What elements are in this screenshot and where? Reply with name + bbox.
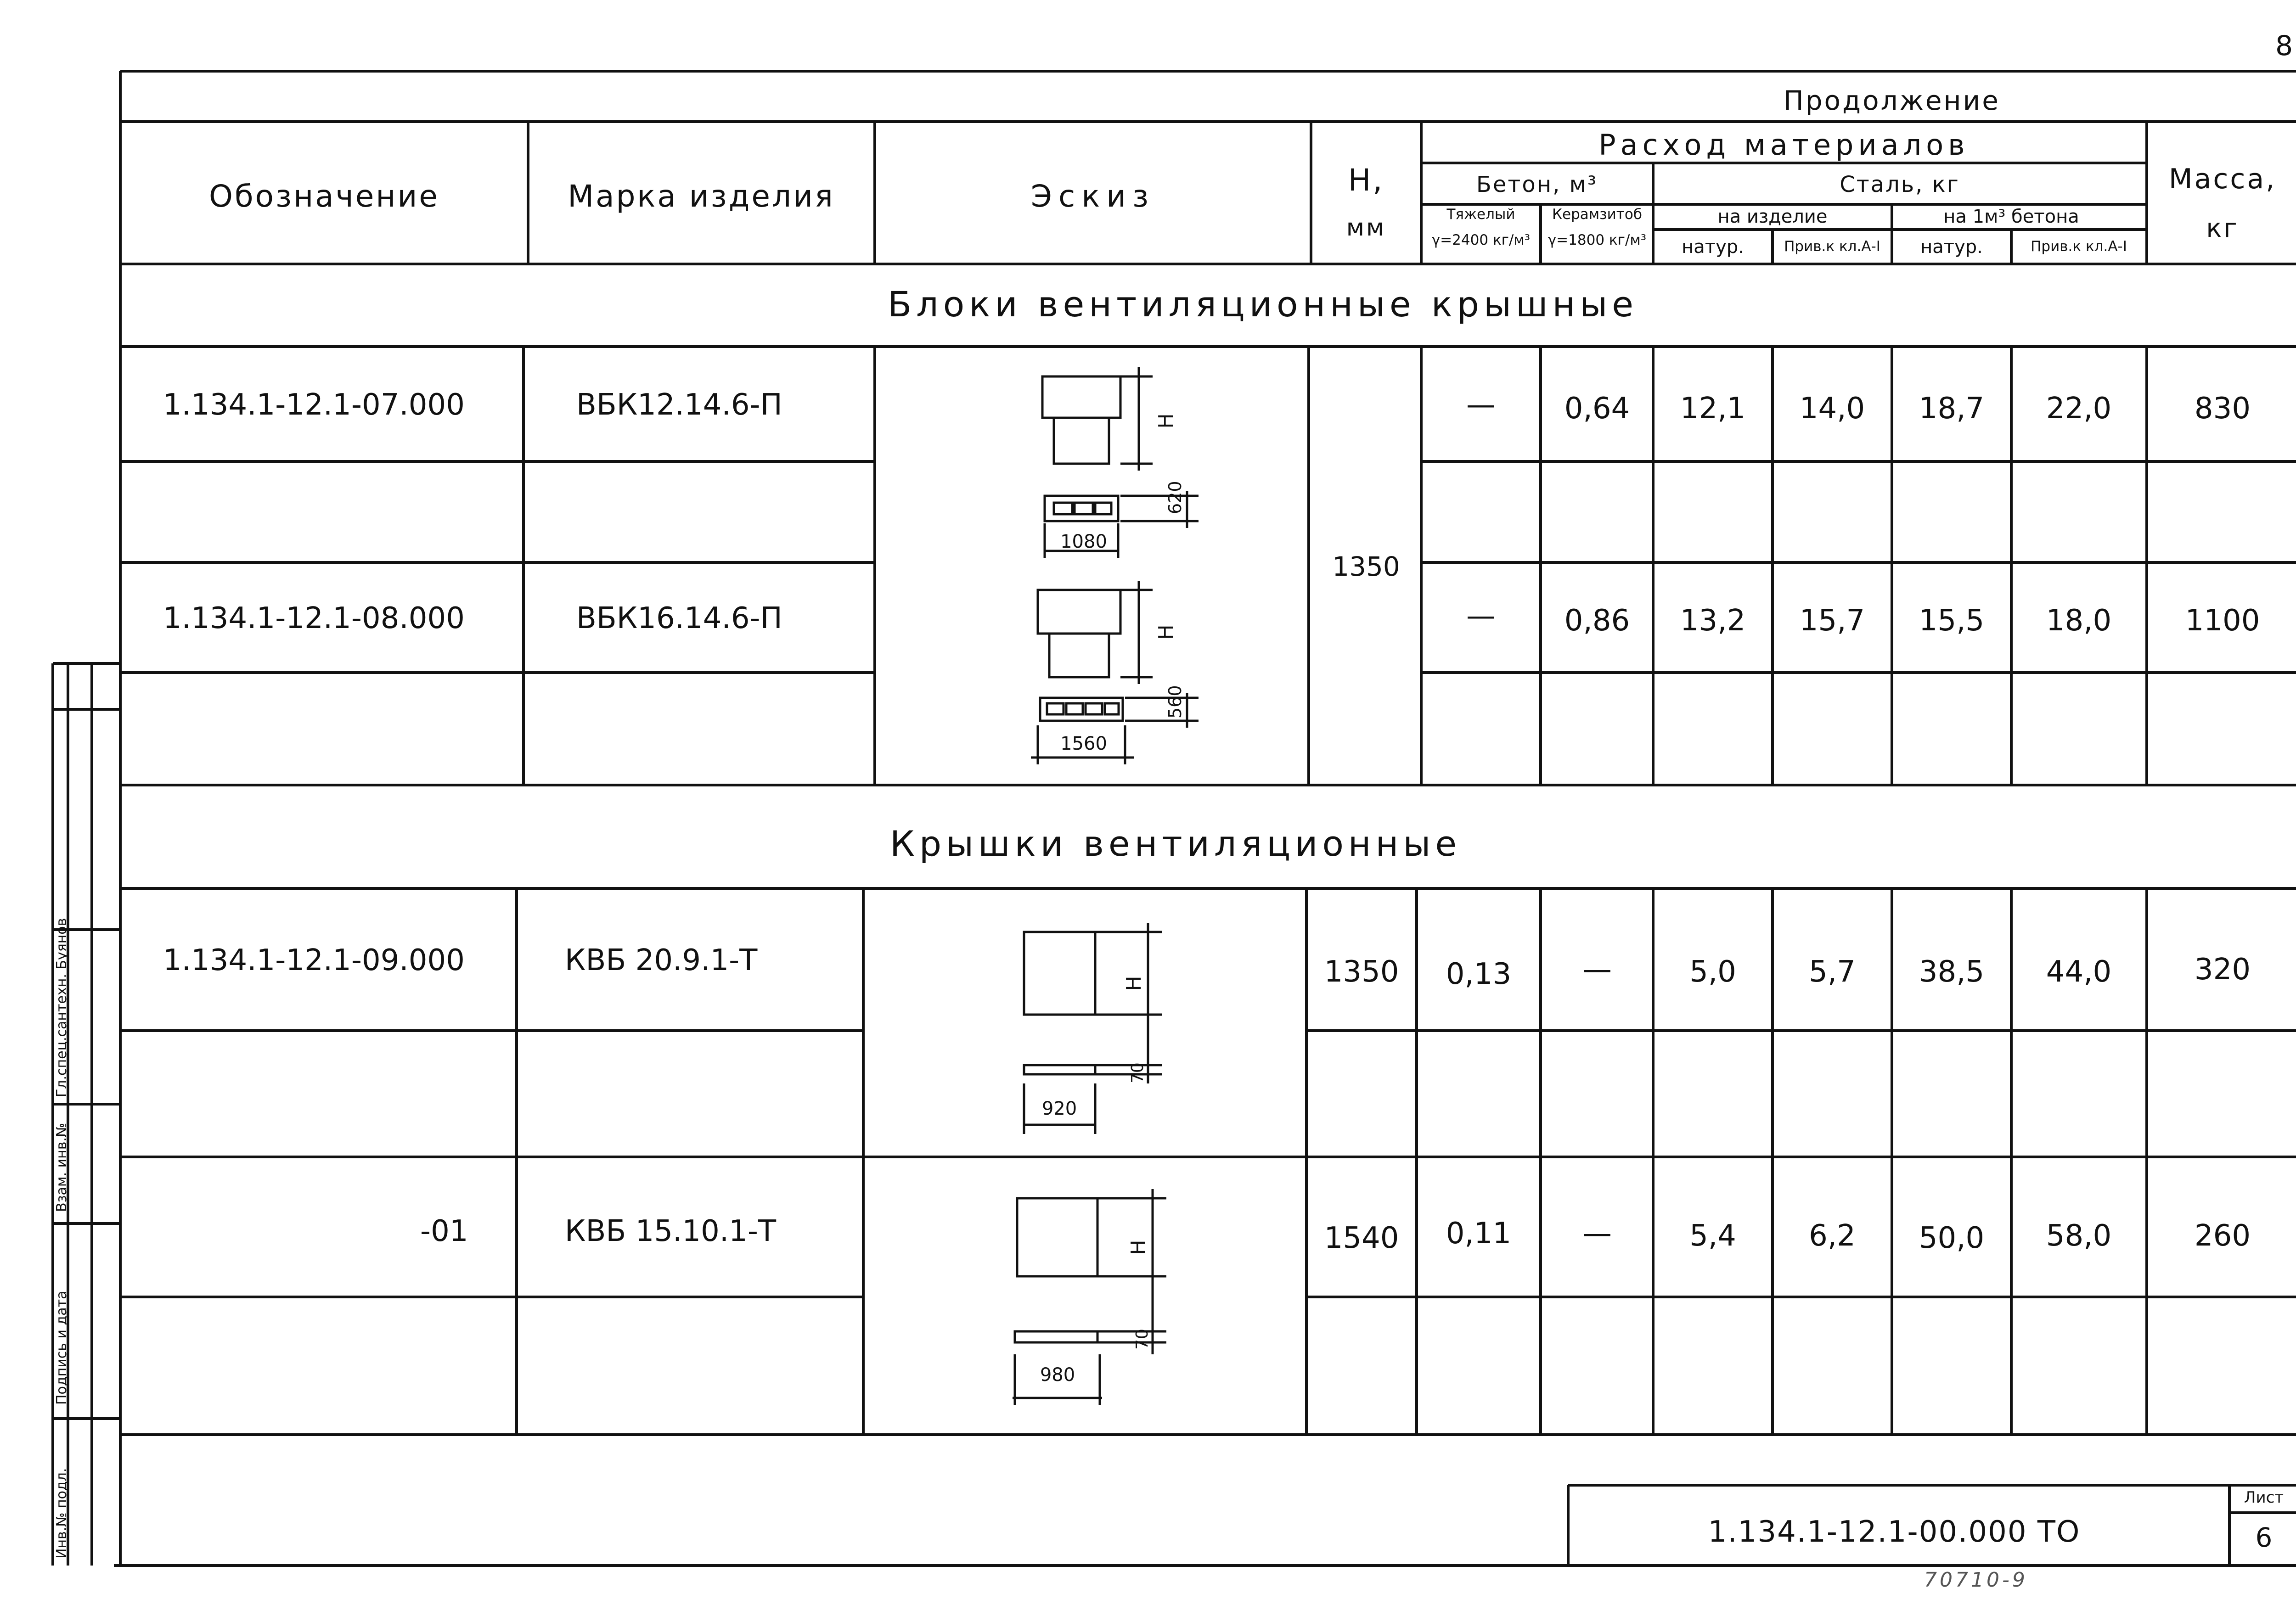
row2-mark: ВБК16.14.6-П <box>576 601 782 635</box>
row4-heavy: 0,11 <box>1446 1217 1512 1251</box>
row3-heavy: 0,13 <box>1446 957 1512 991</box>
row4-mark: КВБ 15.10.1-Т <box>565 1214 777 1248</box>
row1-mass: 830 <box>2194 392 2251 426</box>
header-natural-2: натур. <box>1920 236 1983 258</box>
sketch4-width: 980 <box>1040 1364 1075 1386</box>
sketch3-width: 920 <box>1041 1098 1077 1119</box>
row1-m3-red: 22,0 <box>2046 392 2112 426</box>
sketch4-h-label: Н <box>1127 1240 1150 1255</box>
row4-m3-nat: 50,0 <box>1919 1221 1985 1255</box>
header-product-mark: Марка изделия <box>568 179 835 214</box>
header-sketch: Эскиз <box>1030 179 1155 214</box>
header-claydite: Керамзитоб <box>1552 206 1642 223</box>
stamp-sheet-number: 6 <box>2255 1522 2273 1553</box>
row3-m3-red: 44,0 <box>2046 955 2112 989</box>
side-author: Гл.спец.сантехн. Буянов <box>54 918 70 1097</box>
bottom-mark: 70710-9 <box>1924 1568 2028 1592</box>
header-mass: Масса, <box>2168 163 2277 195</box>
row3-m3-nat: 38,5 <box>1919 955 1985 989</box>
row4-mass: 260 <box>2194 1219 2251 1253</box>
row3-mark: КВБ 20.9.1-Т <box>565 943 758 977</box>
row1-steel-red: 14,0 <box>1799 392 1865 426</box>
row3-designation: 1.134.1-12.1-09.000 <box>163 943 465 977</box>
sketch3-h-label: Н <box>1122 976 1146 991</box>
row1-claydite: 0,64 <box>1564 392 1630 426</box>
row2-m3-nat: 15,5 <box>1919 604 1985 638</box>
sketch1-h-label: Н <box>1154 413 1178 429</box>
header-natural-1: натур. <box>1682 236 1744 258</box>
sketch1-width: 1080 <box>1060 531 1107 552</box>
row4-h: 1540 <box>1324 1221 1399 1255</box>
section-title-covers: Крышки вентиляционные <box>889 823 1462 864</box>
row2-steel-red: 15,7 <box>1799 604 1865 638</box>
header-h-unit: мм <box>1346 214 1386 241</box>
header-concrete: Бетон, м³ <box>1476 172 1598 197</box>
sketch-cover-2 <box>1013 1189 1166 1405</box>
header-claydite-density: γ=1800 кг/м³ <box>1548 232 1647 248</box>
row1-designation: 1.134.1-12.1-07.000 <box>163 388 465 422</box>
row3-claydite: — <box>1582 953 1612 987</box>
row4-steel-red: 6,2 <box>1809 1219 1856 1253</box>
row1-heavy: — <box>1466 388 1496 422</box>
row3-steel-nat: 5,0 <box>1689 955 1736 989</box>
header-consumption: Расход материалов <box>1598 128 1970 162</box>
header-mass-unit: кг <box>2206 213 2239 243</box>
row1-steel-nat: 12,1 <box>1680 392 1746 426</box>
row4-steel-nat: 5,4 <box>1689 1219 1736 1253</box>
page-number: 8 <box>2275 30 2293 62</box>
sketch2-thickness: 560 <box>1165 685 1185 718</box>
row3-h: 1350 <box>1324 955 1399 989</box>
side-signature-date: Подпись и дата <box>54 1291 70 1405</box>
row4-claydite: — <box>1582 1217 1612 1251</box>
sketch1-thickness: 620 <box>1165 481 1185 514</box>
header-per-m3: на 1м³ бетона <box>1943 206 2079 227</box>
header-steel: Сталь, кг <box>1840 172 1960 197</box>
header-reduced-1: Прив.к кл.А-I <box>1784 238 1880 255</box>
row4-m3-red: 58,0 <box>2046 1219 2112 1253</box>
side-vzam-inv: Взам. инв.№ <box>54 1122 70 1212</box>
row2-steel-nat: 13,2 <box>1680 604 1746 638</box>
row2-m3-red: 18,0 <box>2046 604 2112 638</box>
header-heavy-density: γ=2400 кг/м³ <box>1431 232 1531 248</box>
row2-heavy: — <box>1466 599 1496 633</box>
header-reduced-2: Прив.к кл.А-I <box>2031 238 2127 255</box>
sketch3-thickness: 70 <box>1128 1062 1147 1083</box>
sketch-block-2 <box>1031 581 1199 764</box>
row4-designation: -01 <box>420 1214 468 1248</box>
stamp-sheet-label: Лист <box>2244 1488 2284 1507</box>
row1-mark: ВБК12.14.6-П <box>576 388 782 422</box>
stamp-document-code: 1.134.1-12.1-00.000 ТО <box>1708 1515 2081 1549</box>
continuation-label: Продолжение <box>1784 85 2000 116</box>
row1-m3-nat: 18,7 <box>1919 392 1985 426</box>
header-heavy: Тяжелый <box>1446 206 1515 223</box>
row2-claydite: 0,86 <box>1564 604 1630 638</box>
sketch-block-1 <box>1042 367 1199 558</box>
header-designation: Обозначение <box>209 179 439 214</box>
header-per-product: на изделие <box>1717 206 1828 227</box>
row2-mass: 1100 <box>2185 604 2260 638</box>
blocks-h-value: 1350 <box>1332 551 1400 582</box>
row2-designation: 1.134.1-12.1-08.000 <box>163 601 465 635</box>
section-title-blocks: Блоки вентиляционные крышные <box>888 284 1638 325</box>
sketch2-h-label: Н <box>1154 624 1178 640</box>
row3-mass: 320 <box>2194 953 2251 987</box>
sketch2-width: 1560 <box>1060 733 1107 754</box>
row3-steel-red: 5,7 <box>1809 955 1856 989</box>
header-h: Н, <box>1348 163 1384 198</box>
sketch4-thickness: 70 <box>1133 1329 1152 1350</box>
side-inv-podl: Инв.№ подл. <box>54 1468 70 1559</box>
